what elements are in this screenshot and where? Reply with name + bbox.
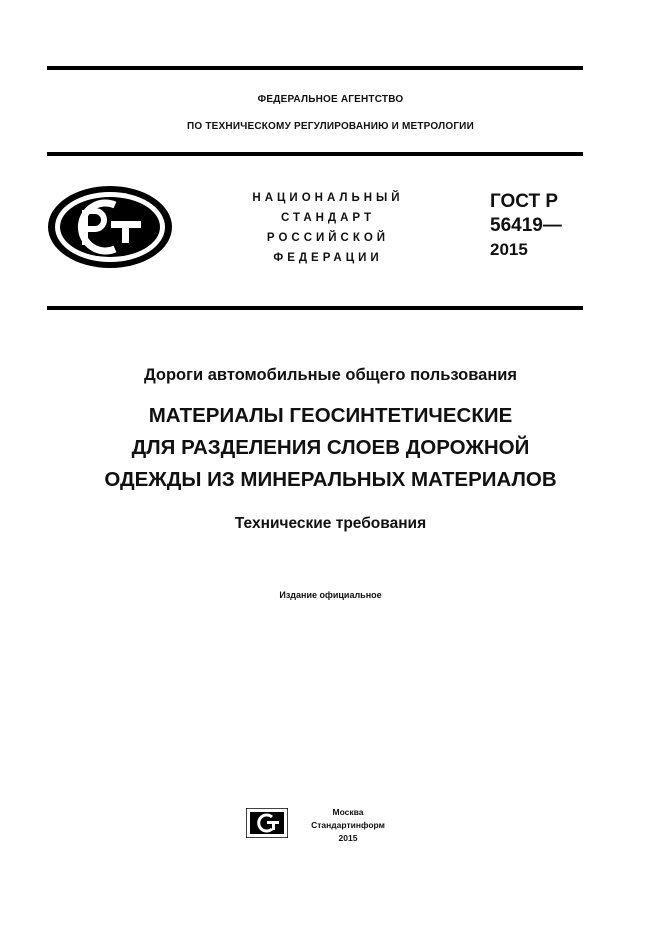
standard-rule	[47, 306, 583, 310]
national-standard-label	[228, 188, 428, 268]
document-title	[0, 400, 661, 496]
publisher-info	[311, 806, 385, 845]
national-line-2: СТАНДАРТ	[281, 212, 375, 224]
document-subject: Дороги автомобильные общего пользования	[143, 366, 518, 384]
title-line-2: ДЛЯ РАЗДЕЛЕНИЯ СЛОЕВ ДОРОЖНОЙ	[131, 436, 530, 459]
national-line-3: РОССИЙСКОЙ	[266, 232, 390, 244]
national-line-1: НАЦИОНАЛЬНЫЙ	[252, 192, 404, 204]
publisher-year: 2015	[338, 833, 358, 843]
gost-number: 56419—	[490, 215, 562, 236]
gost-year: 2015	[490, 240, 528, 259]
title-line-3: ОДЕЖДЫ ИЗ МИНЕРАЛЬНЫХ МАТЕРИАЛОВ	[104, 468, 557, 491]
national-line-4: ФЕДЕРАЦИИ	[273, 252, 383, 264]
header-rule	[47, 152, 583, 156]
document-subtitle: Технические требования	[234, 515, 427, 532]
title-line-1: МАТЕРИАЛЫ ГЕОСИНТЕТИЧЕСКИЕ	[148, 404, 513, 427]
standartinform-logo-icon	[246, 808, 288, 843]
gost-rst-logo-icon	[45, 183, 175, 276]
agency-line-1: ФЕДЕРАЛЬНОЕ АГЕНТСТВО	[257, 94, 404, 105]
top-rule	[47, 66, 583, 70]
gost-prefix: ГОСТ Р	[490, 191, 559, 212]
gost-designation	[490, 190, 562, 262]
official-edition: Издание официальное	[279, 590, 382, 600]
agency-line-2: ПО ТЕХНИЧЕСКОМУ РЕГУЛИРОВАНИЮ И МЕТРОЛОГИИ	[187, 121, 474, 132]
publisher-city: Москва	[332, 807, 364, 817]
publisher-name: Стандартинформ	[311, 820, 385, 830]
